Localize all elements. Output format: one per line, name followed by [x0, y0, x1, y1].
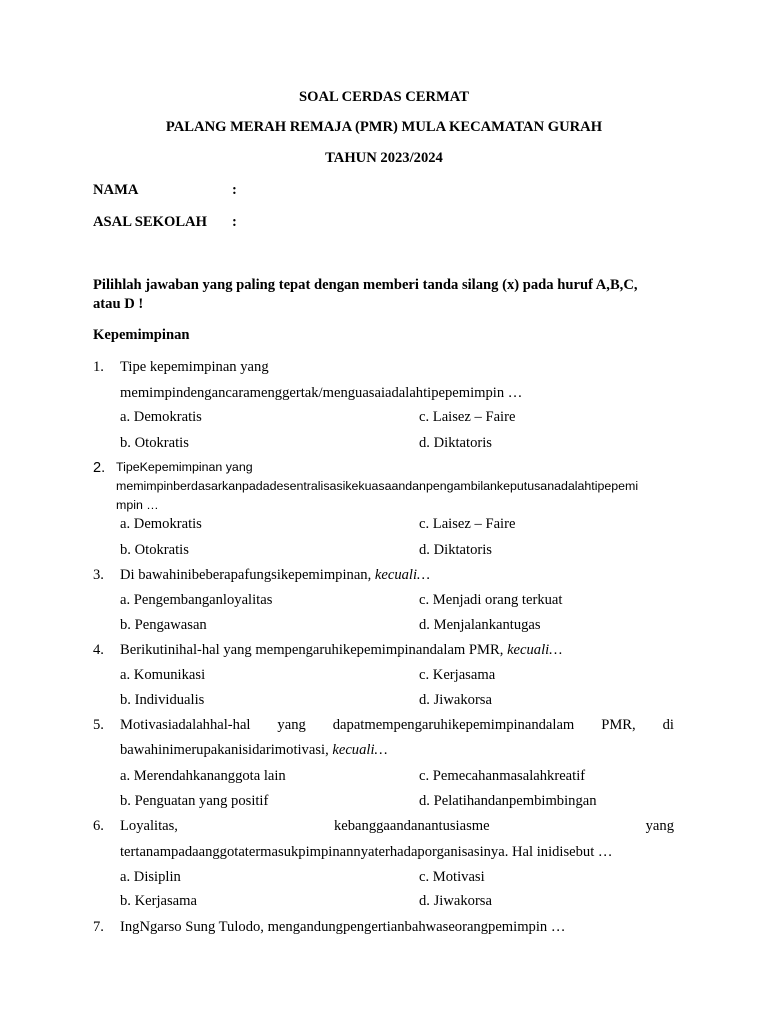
nama-label: NAMA — [93, 182, 139, 198]
option-a: a. Demokratis — [120, 409, 202, 425]
question-number: 1. — [93, 359, 104, 375]
option-b: b. Pengawasan — [120, 617, 207, 633]
question-text-emphasis: kecuali… — [374, 567, 431, 583]
option-d: d. Pelatihandanpembimbingan — [419, 793, 597, 809]
question-text — [120, 741, 388, 759]
question-text: IngNgarso Sung Tulodo, mengandungpengertianbahwaseorangpemimpin … — [120, 919, 566, 935]
option-a: a. Merendahkananggota lain — [120, 768, 286, 784]
doc-year: TAHUN 2023/2024 — [325, 150, 443, 166]
question-number: 2. — [93, 460, 106, 476]
option-d: d. Jiwakorsa — [419, 893, 492, 909]
option-a: a. Pengembanganloyalitas — [120, 592, 273, 608]
option-b: b. Penguatan yang positif — [120, 793, 269, 809]
question-text: Motivasiadalahhal-hal yang dapatmempengaruhikepemimpinandalam PMR, di — [120, 717, 674, 733]
option-c: c. Pemecahanmasalahkreatif — [419, 768, 586, 784]
question-number: 5. — [93, 717, 104, 733]
instruction-line-1: Pilihlah jawaban yang paling tepat dengan memberi tanda silang (x) pada huruf A,B,C, — [93, 277, 638, 293]
option-c: c. Kerjasama — [419, 667, 496, 683]
option-c: c. Motivasi — [419, 869, 485, 885]
asal-sekolah-label: ASAL SEKOLAH — [93, 214, 207, 230]
option-d: d. Menjalankantugas — [419, 617, 541, 633]
option-c: c. Menjadi orang terkuat — [419, 592, 563, 608]
question-text-emphasis: kecuali… — [507, 642, 563, 658]
nama-colon: : — [232, 182, 237, 198]
question-text-emphasis: kecuali… — [332, 742, 388, 758]
question-text: Loyalitas, kebanggaandanantusiasme yang — [120, 818, 674, 834]
question-text: memimpinberdasarkanpadadesentralisasikekuasaandanpengambilankeputusanadalahtipepemi — [116, 479, 639, 493]
question-text-main: Di bawahinibeberapafungsikepemimpinan, — [120, 567, 375, 583]
question-text: TipeKepemimpinan yang — [116, 460, 253, 474]
option-b: b. Individualis — [120, 692, 205, 708]
option-d: d. Diktatoris — [419, 542, 492, 558]
question-text — [120, 566, 430, 584]
option-a: a. Komunikasi — [120, 667, 206, 683]
option-a: a. Demokratis — [120, 516, 202, 532]
question-number: 4. — [93, 642, 104, 658]
question-text — [120, 641, 562, 659]
asal-sekolah-colon: : — [232, 214, 237, 230]
option-c: c. Laisez – Faire — [419, 409, 516, 425]
option-b: b. Kerjasama — [120, 893, 197, 909]
option-a: a. Disiplin — [120, 869, 181, 885]
question-text: Tipe kepemimpinan yang — [120, 359, 269, 375]
section-heading: Kepemimpinan — [93, 327, 190, 343]
option-b: b. Otokratis — [120, 435, 189, 451]
question-text-main: Berikutinihal-hal yang mempengaruhikepemimpinandalam PMR, — [120, 642, 508, 658]
instruction-line-2: atau D ! — [93, 296, 144, 312]
option-c: c. Laisez – Faire — [419, 516, 516, 532]
question-number: 6. — [93, 818, 104, 834]
doc-title: SOAL CERDAS CERMAT — [298, 89, 469, 105]
doc-subtitle: PALANG MERAH REMAJA (PMR) MULA KECAMATAN GURAH — [165, 119, 603, 135]
question-text: tertanampadaanggotatermasukpimpinannyaterhadaporganisasinya. Hal inidisebut … — [120, 844, 613, 860]
question-text-main: bawahinimerupakanisidarimotivasi, — [120, 742, 333, 758]
option-d: d. Diktatoris — [419, 435, 492, 451]
question-text: mpin … — [116, 498, 159, 512]
option-d: d. Jiwakorsa — [419, 692, 492, 708]
question-number: 7. — [93, 919, 104, 935]
option-b: b. Otokratis — [120, 542, 189, 558]
question-text: memimpindengancaramenggertak/menguasaiadalahtipepemimpin … — [120, 385, 523, 401]
question-number: 3. — [93, 567, 104, 583]
